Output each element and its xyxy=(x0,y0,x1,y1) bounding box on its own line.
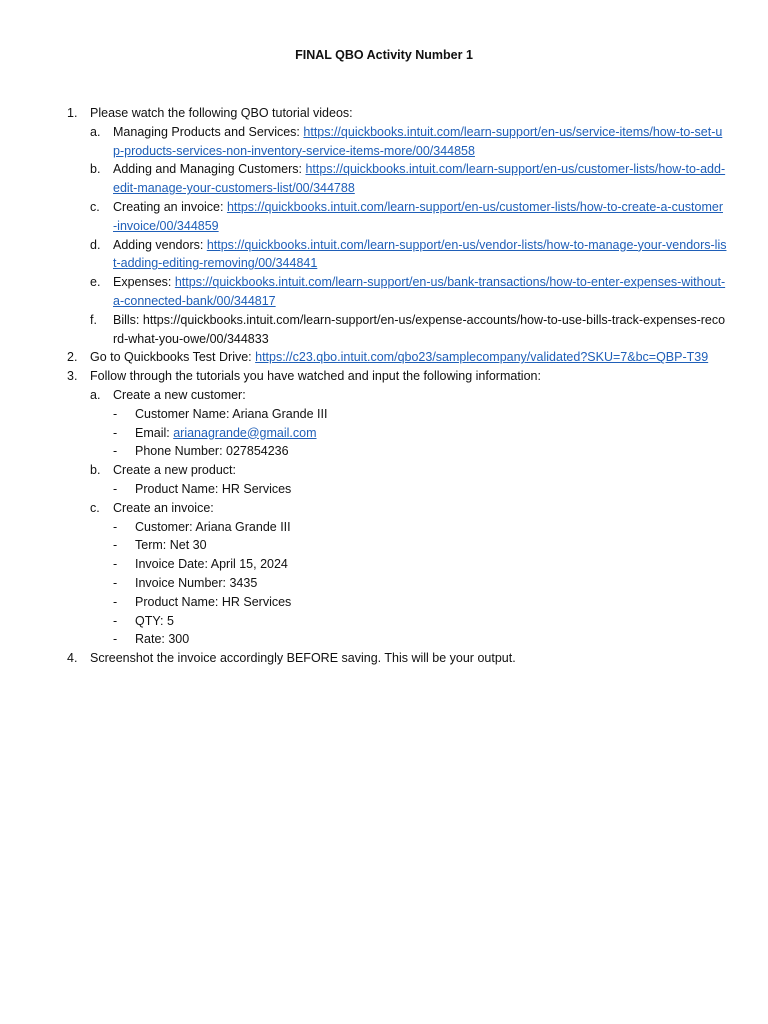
create-customer-item xyxy=(90,386,727,461)
step-number: 2. xyxy=(67,350,78,365)
list-item xyxy=(113,574,727,593)
dash-marker: - xyxy=(113,406,118,421)
dash-marker: - xyxy=(113,575,118,590)
video-item xyxy=(90,123,727,161)
video-item xyxy=(90,273,727,311)
step-3 xyxy=(67,367,727,649)
invoice-detail-text: Customer: Ariana Grande III xyxy=(135,519,291,534)
phone-text: Phone Number: 027854236 xyxy=(135,444,289,459)
dash-marker: - xyxy=(113,444,118,459)
email-link[interactable]: arianagrande@gmail.com xyxy=(173,425,317,440)
invoice-detail-text: Term: Net 30 xyxy=(135,538,207,553)
dash-marker: - xyxy=(113,557,118,572)
video-label: Managing Products and Services: xyxy=(113,124,304,139)
list-item xyxy=(113,480,727,499)
list-item xyxy=(113,630,727,649)
step-text: Screenshot the invoice accordingly BEFORE saving. This will be your output. xyxy=(90,651,516,666)
create-invoice-item xyxy=(90,499,727,649)
invoice-detail-text: Invoice Date: April 15, 2024 xyxy=(135,557,288,572)
sub-letter: a. xyxy=(90,124,101,139)
step-text: Follow through the tutorials you have watched and input the following information: xyxy=(90,369,541,384)
sub-letter: c. xyxy=(90,199,100,214)
step-number: 1. xyxy=(67,106,78,120)
sub-letter: b. xyxy=(90,463,101,478)
video-link[interactable]: https://quickbooks.intuit.com/learn-support/en-us/customer-lists/how-to-add-edit-manage-your-customers-list/00/344788 xyxy=(113,162,726,196)
sub-label: Create an invoice: xyxy=(113,500,214,515)
instructions-list xyxy=(67,104,727,668)
video-link[interactable]: https://quickbooks.intuit.com/learn-support/en-us/bank-transactions/how-to-enter-expenses-without-a-connected-bank/00/344817 xyxy=(113,275,726,308)
list-item xyxy=(113,612,727,631)
dash-marker: - xyxy=(113,425,118,440)
invoice-detail-text: Rate: 300 xyxy=(135,632,190,647)
dash-marker: - xyxy=(113,613,118,628)
list-item xyxy=(113,593,727,612)
list-item xyxy=(113,518,727,537)
list-item xyxy=(113,555,727,574)
invoice-detail-text: Product Name: HR Services xyxy=(135,594,292,609)
sub-letter: e. xyxy=(90,275,101,290)
email-label: Email: xyxy=(135,425,174,440)
sub-label: Create a new product: xyxy=(113,463,236,478)
test-drive-link[interactable]: https://c23.qbo.intuit.com/qbo23/samplecompany/validated?SKU=7&bc=QBP-T39 xyxy=(255,350,709,365)
list-item xyxy=(113,442,727,461)
video-label: Adding vendors: xyxy=(113,237,207,252)
video-link[interactable]: https://quickbooks.intuit.com/learn-support/en-us/vendor-lists/how-to-manage-your-vendors-list-adding-editing-removing/00/344841 xyxy=(113,237,727,271)
sub-letter: f. xyxy=(90,312,97,327)
dash-marker: - xyxy=(113,632,118,647)
product-name-text: Product Name: HR Services xyxy=(135,481,292,496)
sub-letter: a. xyxy=(90,387,101,402)
customer-name-text: Customer Name: Ariana Grande III xyxy=(135,406,328,421)
step-text: Please watch the following QBO tutorial videos: xyxy=(90,106,353,120)
video-label: Expenses: xyxy=(113,275,175,290)
dash-marker: - xyxy=(113,538,118,553)
sub-letter: b. xyxy=(90,162,101,177)
sub-letter: c. xyxy=(90,500,100,515)
video-label: Bills: https://quickbooks.intuit.com/learn-support/en-us/expense-accounts/how-to-use-bills-track-expenses-record-what-you-owe/00/344833 xyxy=(113,312,726,346)
create-product-item xyxy=(90,461,727,499)
sub-letter: d. xyxy=(90,237,101,252)
video-label: Adding and Managing Customers: xyxy=(113,162,306,177)
video-label: Creating an invoice: xyxy=(113,199,227,214)
list-item xyxy=(113,536,727,555)
list-item xyxy=(113,424,727,443)
dash-marker: - xyxy=(113,519,118,534)
video-item xyxy=(90,198,727,236)
step-number: 4. xyxy=(67,651,78,666)
dash-marker: - xyxy=(113,481,118,496)
step-number: 3. xyxy=(67,369,78,384)
list-item xyxy=(113,405,727,424)
invoice-detail-text: Invoice Number: 3435 xyxy=(135,575,258,590)
sub-label: Create a new customer: xyxy=(113,387,246,402)
step-text: Go to Quickbooks Test Drive: xyxy=(90,350,256,365)
step-1 xyxy=(67,104,727,348)
video-item xyxy=(90,311,727,349)
video-item xyxy=(90,236,727,274)
document-title: FINAL QBO Activity Number 1 xyxy=(295,48,473,62)
video-item xyxy=(90,160,727,198)
video-link[interactable]: https://quickbooks.intuit.com/learn-support/en-us/customer-lists/how-to-create-a-customer-invoice/00/344859 xyxy=(113,199,723,233)
invoice-detail-text: QTY: 5 xyxy=(135,613,174,628)
dash-marker: - xyxy=(113,594,118,609)
step-2 xyxy=(67,348,727,367)
video-link[interactable]: https://quickbooks.intuit.com/learn-support/en-us/service-items/how-to-set-up-products-services-non-inventory-service-items-more/00/344858 xyxy=(113,124,723,158)
step-4 xyxy=(67,649,727,668)
